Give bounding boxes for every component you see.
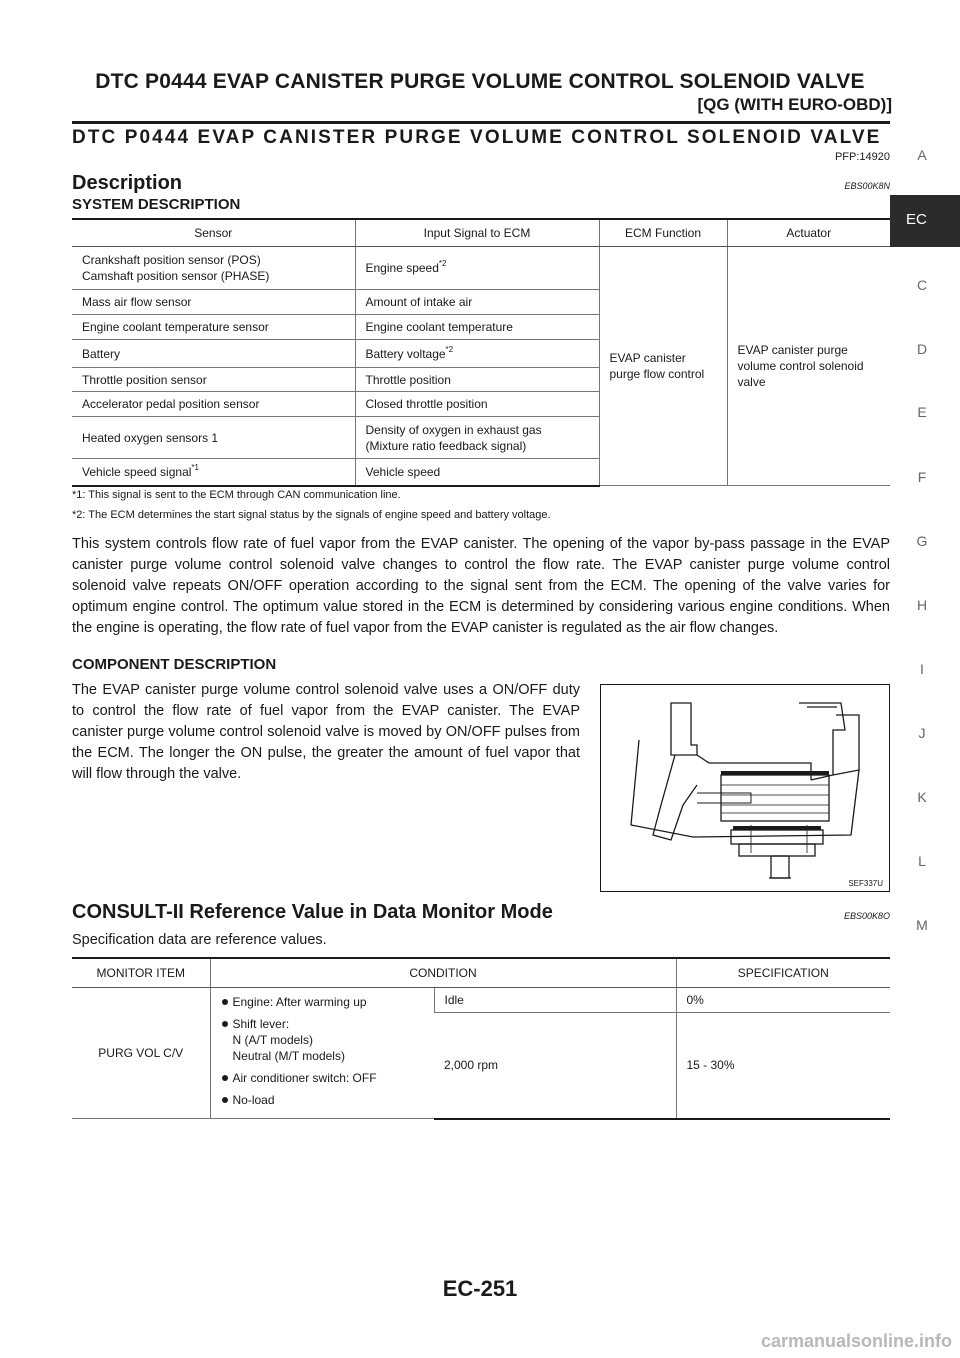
solenoid-valve-figure xyxy=(600,684,890,892)
condition-list xyxy=(210,988,434,1119)
table-header-row xyxy=(72,219,890,247)
spec-cell: 0% xyxy=(676,988,890,1013)
system-table xyxy=(72,218,890,487)
side-index-h[interactable]: H xyxy=(916,597,928,613)
solenoid-valve-drawing xyxy=(601,685,889,891)
table-header-row xyxy=(72,958,890,988)
side-index-g[interactable]: G xyxy=(916,533,928,549)
table-row xyxy=(72,988,890,1013)
spec-cell: 15 - 30% xyxy=(676,1013,890,1119)
page-title: DTC P0444 EVAP CANISTER PURGE VOLUME CONTROL SOLENOID VALVE xyxy=(72,127,882,148)
sensor-cell: Crankshaft position sensor (POS) Camshaft position sensor (PHASE) xyxy=(72,247,355,290)
system-description-heading: SYSTEM DESCRIPTION xyxy=(72,196,241,213)
input-cell: Throttle position xyxy=(355,368,599,392)
page-number: EC-251 xyxy=(442,1276,518,1301)
side-index-i[interactable]: I xyxy=(920,661,924,677)
sensor-cell: Battery xyxy=(72,340,355,368)
side-index-k[interactable]: K xyxy=(917,789,927,805)
condition-cell: Idle xyxy=(434,988,676,1013)
sensor-cell: Throttle position sensor xyxy=(72,368,355,392)
sensor-cell: Vehicle speed signal$^{*1}$ xyxy=(72,459,355,486)
side-index-l[interactable]: L xyxy=(918,853,926,869)
condition-item: No-load xyxy=(221,1092,424,1108)
figure-label: SEF337U xyxy=(848,879,883,888)
sensor-cell: Accelerator pedal position sensor xyxy=(72,392,355,417)
input-cell: Closed throttle position xyxy=(355,392,599,417)
footnote-2: *2: The ECM determines the start signal status by the signals of engine speed and battery voltage. xyxy=(72,509,551,521)
sensor-cell: Engine coolant temperature sensor xyxy=(72,315,355,340)
side-index-m[interactable]: M xyxy=(916,917,928,933)
condition-item: Shift lever: N (A/T models) Neutral (M/T models) xyxy=(221,1016,424,1064)
header-actuator: Actuator xyxy=(727,219,890,247)
system-paragraph: This system controls flow rate of fuel vapor from the EVAP canister. The opening of the vapor by-pass passage in the EVAP canister purge volume control solenoid valve changes to control the flow rate. The EVAP canister purge volume control solenoid valve repeats ON/OFF operation according to the signal sent from the ECM. The opening of the valve varies for optimum engine control. The optimum value stored in the ECM is determined by considering various engine conditions. When the engine is operating, the flow rate of fuel vapor from the EVAP canister is regulated as the air flow changes. xyxy=(72,536,890,636)
input-cell: Vehicle speed xyxy=(355,459,599,486)
input-cell: Engine coolant temperature xyxy=(355,315,599,340)
actuator-cell: EVAP canister purge volume control solenoid valve xyxy=(727,247,890,486)
header-sensor: Sensor xyxy=(72,219,355,247)
ecm-function-cell: EVAP canister purge flow control xyxy=(599,247,727,486)
condition-item: Engine: After warming up xyxy=(221,994,424,1010)
consult-code: EBS00K8O xyxy=(843,911,890,921)
condition-cell: 2,000 rpm xyxy=(434,1013,676,1119)
description-code: EBS00K8N xyxy=(844,181,890,191)
header-monitor-item: MONITOR ITEM xyxy=(72,958,210,988)
watermark: carmanualsonline.info xyxy=(760,1331,952,1351)
input-cell: Battery voltage$^{*2}$ xyxy=(355,340,599,368)
side-index-f[interactable]: F xyxy=(917,469,927,485)
input-cell: Amount of intake air xyxy=(355,290,599,315)
header-rule xyxy=(72,121,890,124)
input-cell: Density of oxygen in exhaust gas (Mixture ratio feedback signal) xyxy=(355,417,599,459)
header-ecm-function: ECM Function xyxy=(599,219,727,247)
sensor-cell: Mass air flow sensor xyxy=(72,290,355,315)
pfp-code: PFP:14920 xyxy=(834,151,890,163)
header-condition: CONDITION xyxy=(210,958,676,988)
side-index-c[interactable]: C xyxy=(916,277,928,293)
side-index-e[interactable]: E xyxy=(917,404,927,420)
sensor-cell: Heated oxygen sensors 1 xyxy=(72,417,355,459)
consult-heading: CONSULT-II Reference Value in Data Monitor Mode xyxy=(72,901,553,923)
side-index-d[interactable]: D xyxy=(916,341,928,357)
side-tab-ec[interactable]: EC xyxy=(890,195,960,247)
running-subtitle: [QG (WITH EURO-OBD)] xyxy=(697,95,892,114)
description-heading: Description xyxy=(72,172,183,194)
table-row xyxy=(72,247,890,290)
side-index-a[interactable]: A xyxy=(917,147,927,163)
monitor-table xyxy=(72,957,890,1120)
input-cell: Engine speed$^{*2}$ xyxy=(355,247,599,290)
component-description-heading: COMPONENT DESCRIPTION xyxy=(72,656,277,673)
condition-item: Air conditioner switch: OFF xyxy=(221,1070,424,1086)
spec-note: Specification data are reference values. xyxy=(72,932,327,948)
side-index-j[interactable]: J xyxy=(918,725,926,741)
header-input: Input Signal to ECM xyxy=(355,219,599,247)
monitor-item-cell: PURG VOL C/V xyxy=(72,988,210,1119)
running-title: DTC P0444 EVAP CANISTER PURGE VOLUME CONTROL SOLENOID VALVE xyxy=(95,70,865,93)
header-specification: SPECIFICATION xyxy=(676,958,890,988)
footnote-1: *1: This signal is sent to the ECM through CAN communication line. xyxy=(72,489,401,501)
component-paragraph: The EVAP canister purge volume control solenoid valve uses a ON/OFF duty to control the flow rate of fuel vapor from the EVAP canister. The EVAP canister purge volume control solenoid valve is moved by ON/OFF pulses from the ECM. The longer the ON pulse, the greater the amount of fuel vapor that will flow through the valve. xyxy=(72,682,580,782)
